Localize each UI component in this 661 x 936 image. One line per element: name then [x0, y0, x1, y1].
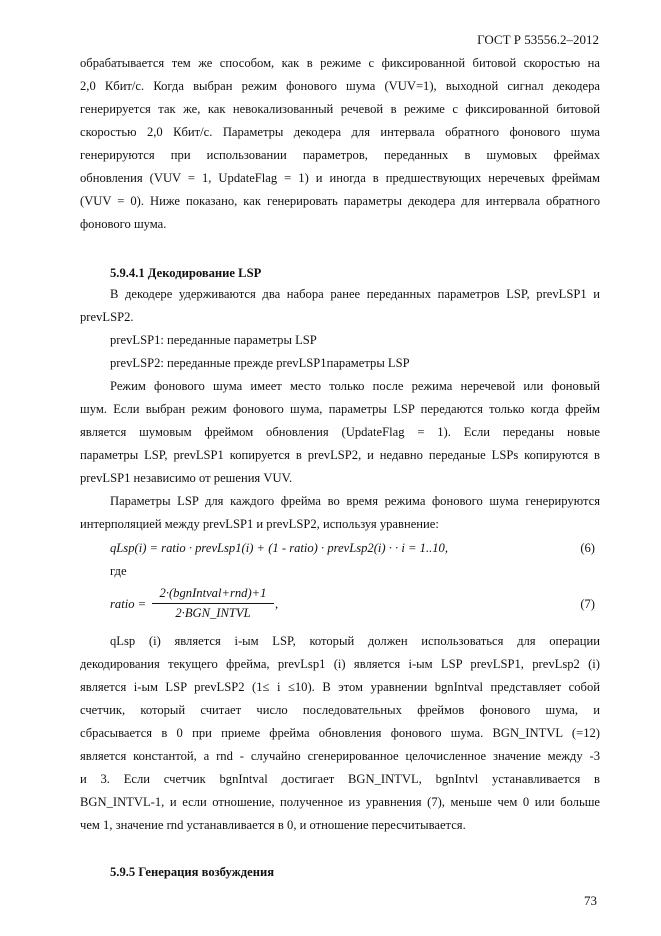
text-line: В декодере удерживаются два набора ранее переданных параметров LSP, prevLSP1 и [110, 287, 600, 301]
text-line: BGN_INTVL-1, и если отношение, полученное из уравнения (7), меньше чем 0 или больше [80, 795, 600, 809]
section-heading-excitation: 5.9.5 Генерация возбуждения [110, 865, 275, 879]
paragraph-background-noise [80, 375, 600, 490]
where-label: где [110, 564, 127, 578]
equation-7-number: (7) [580, 597, 595, 611]
definition-prevlsp1: prevLSP1: переданные параметры LSP [110, 333, 317, 347]
equation-7-lhs: ratio = [110, 597, 147, 611]
text-line: qLsp (i) является i-ым LSP, который должен использоваться для операции [110, 634, 600, 648]
text-line: генерируется так же, как невокализованный речевой в режиме с фиксированной битовой [80, 102, 600, 116]
text-line: является константой, а rnd - случайно сгенерированное целочисленное значение между -3 [80, 749, 600, 763]
text-line: является i-ым LSP prevLSP2 (1≤ i ≤10). В этом уравнении bgnIntval представляет собой [80, 680, 600, 694]
text-line: является шумовым фреймом обновления (UpdateFlag = 1). Если переданы новые [80, 425, 600, 439]
text-line: чем 1, значение rnd устанавливается в 0, и отношение пересчитывается. [80, 818, 466, 832]
text-line: декодирования текущего фрейма, prevLsp1 (i) является i-ым LSP prevLSP1, prevLsp2 (i) [80, 657, 600, 671]
fraction-denominator: 2·BGN_INTVL [175, 606, 251, 620]
text-line: генерируются при использовании параметров, переданных в шумовых фреймах [80, 148, 600, 162]
text-line: сбрасывается в 0 при приеме фрейма обновления фонового шума. BGN_INTVL (=12) [80, 726, 600, 740]
text-line: Режим фонового шума имеет место только после режима неречевой или фоновый [110, 379, 600, 393]
text-line: 2,0 Кбит/с. Когда выбран режим фонового шума (VUV=1), выходной сигнал декодера [80, 79, 600, 93]
text-line: интерполяцией между prevLSP1 и prevLSP2, используя уравнение: [80, 517, 439, 531]
paragraph-lsp-sets [80, 283, 600, 329]
standard-header: ГОСТ Р 53556.2–2012 [477, 32, 599, 47]
text-line: (VUV = 0). Ниже показано, как генерировать параметры декодера для интервала обратного [80, 194, 600, 208]
page-number: 73 [584, 893, 597, 908]
text-line: обновления (VUV = 1, UpdateFlag = 1) и иногда в предшествующих неречевых фреймам [80, 171, 600, 185]
text-line: шум. Если выбран режим фонового шума, параметры LSP передаются только когда фрейм [80, 402, 600, 416]
equation-6-number: (6) [580, 541, 595, 555]
text-line: параметры LSP, prevLSP1 копируется в prevLSP2, и недавно переданые LSPs копируются в [80, 448, 600, 462]
text-line: prevLSP1 независимо от решения VUV. [80, 471, 293, 485]
section-heading-lsp: 5.9.4.1 Декодирование LSP [110, 266, 262, 280]
definition-prevlsp2: prevLSP2: переданные прежде prevLSP1параметры LSP [110, 356, 410, 370]
fraction-numerator: 2·(bgnIntval+rnd)+1 [152, 586, 274, 604]
paragraph-interpolation [80, 490, 600, 536]
paragraph-qlsp-explanation [80, 630, 600, 837]
text-line: Параметры LSP для каждого фрейма во время режима фонового шума генерируются [110, 494, 600, 508]
text-line: обрабатывается тем же способом, как в режиме с фиксированной битовой скоростью на [80, 56, 600, 70]
definition-list [80, 329, 600, 375]
text-line: счетчик, который считает число последовательных фреймов фонового шума, и [80, 703, 600, 717]
text-line: скоростью 2,0 Кбит/с. Параметры декодера для интервала обратного фонового шума [80, 125, 600, 139]
text-line: фонового шума. [80, 217, 167, 231]
equation-6: qLsp(i) = ratio · prevLsp1(i) + (1 - ratio) · prevLsp2(i) · · i = 1..10, [110, 541, 448, 555]
equation-7-tail: , [275, 597, 279, 611]
text-line: prevLSP2. [80, 310, 134, 324]
text-line: и 3. Если счетчик bgnIntval достигает BGN_INTVL, bgnIntvl устанавливается в [80, 772, 600, 786]
paragraph-intro [80, 52, 600, 236]
equation-7-fraction [152, 586, 274, 621]
